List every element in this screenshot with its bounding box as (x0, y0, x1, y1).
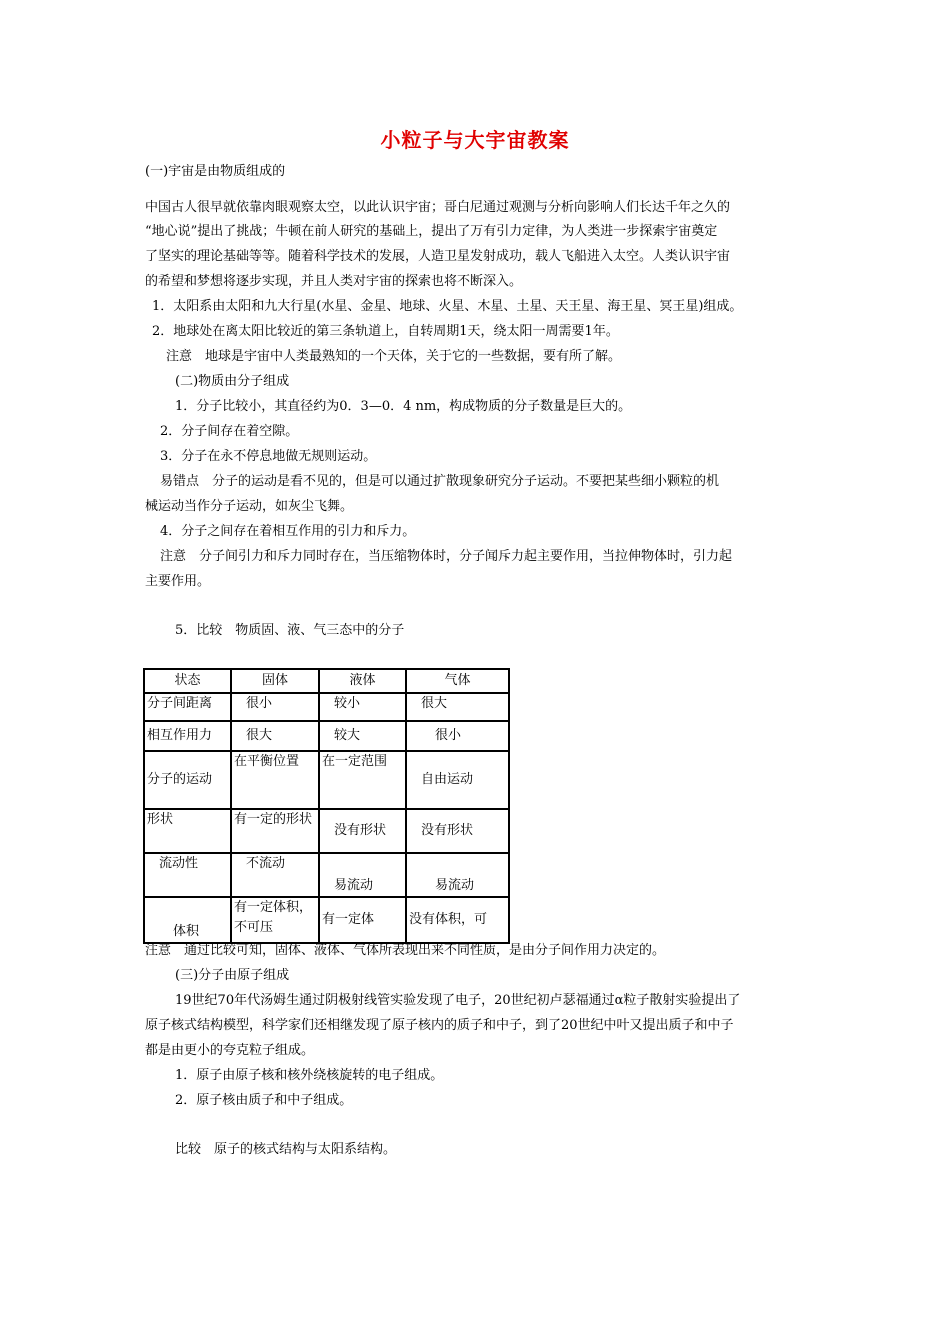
atom-solar-compare: 比较 原子的核式结构与太阳系结构。 (175, 1142, 397, 1157)
table-cell: 很大 (406, 693, 509, 721)
table-header-cell: 气体 (406, 669, 509, 693)
table-cell: 很大 (231, 721, 319, 751)
three-states-compare-heading: 5．比较 物质固、液、气三态中的分子 (175, 623, 405, 638)
three-states-note: 注意 通过比较可知，固体、液体、气体所表现出来不同性质，是由分子间作用力决定的。 (145, 943, 666, 958)
table-cell: 较小 (319, 693, 406, 721)
section-2-note-line: 主要作用。 (145, 574, 211, 589)
section-3-paragraph-line: 19世纪70年代汤姆生通过阴极射线管实验发现了电子，20世纪初卢瑟福通过α粒子散射实验提出了 (175, 993, 741, 1008)
table-row (144, 853, 509, 897)
table-cell: 易流动 (319, 853, 406, 897)
table-cell: 很小 (406, 721, 509, 751)
table-cell: 体积 (144, 897, 231, 943)
section-1-note: 注意 地球是宇宙中人类最熟知的一个天体，关于它的一些数据，要有所了解。 (166, 349, 622, 364)
table-row (144, 809, 509, 853)
table-cell-text: 有一定的形状 (234, 812, 313, 827)
table-cell: 自由运动 (406, 751, 509, 809)
table-cell (406, 897, 509, 943)
table-cell-text: 有一定体 (322, 912, 375, 927)
section-1-heading: (一)宇宙是由物质组成的 (145, 164, 286, 179)
section-3-heading: (三)分子由原子组成 (175, 968, 290, 983)
table-cell: 在平衡位置 (231, 751, 319, 809)
table-cell (231, 897, 319, 943)
table-row (144, 721, 509, 751)
table-header-row (144, 669, 509, 693)
table-cell-text: 有一定体积，不可压 (234, 900, 313, 935)
molecule-size-item: 1．分子比较小，其直径约为0．3—0．4 nm，构成物质的分子数量是巨大的。 (175, 399, 632, 414)
table-row (144, 897, 509, 943)
section-2-heading: (二)物质由分子组成 (175, 374, 290, 389)
table-cell: 流动性 (144, 853, 231, 897)
table-cell: 相互作用力 (144, 721, 231, 751)
molecule-motion-item: 3．分子在永不停息地做无规则运动。 (160, 449, 377, 464)
table-cell: 没有形状 (319, 809, 406, 853)
table-header-cell: 固体 (231, 669, 319, 693)
table-cell-text: 没有体积，可 (409, 912, 488, 927)
atom-composition-item: 1．原子由原子核和核外绕核旋转的电子组成。 (175, 1068, 444, 1083)
section-1-paragraph-line: 的希望和梦想将逐步实现，并且人类对宇宙的探索也将不断深入。 (145, 274, 523, 289)
table-cell: 易流动 (406, 853, 509, 897)
three-states-table (143, 668, 510, 944)
table-header-cell: 状态 (144, 669, 231, 693)
table-header-cell: 液体 (319, 669, 406, 693)
section-1-paragraph-line: “地心说”提出了挑战；牛顿在前人研究的基础上，提出了万有引力定律，为人类进一步探索宇宙奠定 (145, 224, 718, 239)
table-cell: 分子的运动 (144, 751, 231, 809)
molecule-force-item: 4．分子之间存在着相互作用的引力和斥力。 (160, 524, 416, 539)
table-cell (231, 809, 319, 853)
pitfall-line: 易错点 分子的运动是看不见的，但是可以通过扩散现象研究分子运动。不要把某些细小颗粒的机 (160, 474, 720, 489)
table-cell (319, 897, 406, 943)
table-cell: 不流动 (231, 853, 319, 897)
document-title: 小粒子与大宇宙教案 (380, 128, 570, 152)
table-cell: 没有形状 (406, 809, 509, 853)
table-cell: 较大 (319, 721, 406, 751)
table-row (144, 751, 509, 809)
pitfall-line: 械运动当作分子运动，如灰尘飞舞。 (145, 499, 354, 514)
table-row (144, 693, 509, 721)
solar-system-item: 1．太阳系由太阳和九大行星(水星、金星、地球、火星、木星、土星、天王星、海王星、冥王星)组成。 (152, 299, 743, 314)
table-cell: 在一定范围 (319, 751, 406, 809)
section-1-paragraph-line: 了坚实的理论基础等等。随着科学技术的发展，人造卫星发射成功，载人飞船进入太空。人类认识宇宙 (145, 249, 731, 264)
section-3-paragraph-line: 都是由更小的夸克粒子组成。 (145, 1043, 315, 1058)
table-cell: 很小 (231, 693, 319, 721)
section-3-paragraph-line: 原子核式结构模型，科学家们还相继发现了原子核内的质子和中子，到了20世纪中叶又提出质子和中子 (145, 1018, 734, 1033)
table-cell: 形状 (144, 809, 231, 853)
earth-orbit-item: 2．地球处在离太阳比较近的第三条轨道上，自转周期1天，绕太阳一周需要1年。 (152, 324, 619, 339)
section-2-note-line: 注意 分子间引力和斥力同时存在，当压缩物体时，分子闻斥力起主要作用，当拉伸物体时，引力起 (160, 549, 733, 564)
section-1-paragraph-line: 中国古人很早就依靠肉眼观察太空，以此认识宇宙；哥白尼通过观测与分析向影响人们长达千年之久的 (145, 200, 731, 215)
table-cell: 分子间距离 (144, 693, 231, 721)
molecule-gap-item: 2．分子间存在着空隙。 (160, 424, 299, 439)
nucleus-composition-item: 2．原子核由质子和中子组成。 (175, 1093, 353, 1108)
